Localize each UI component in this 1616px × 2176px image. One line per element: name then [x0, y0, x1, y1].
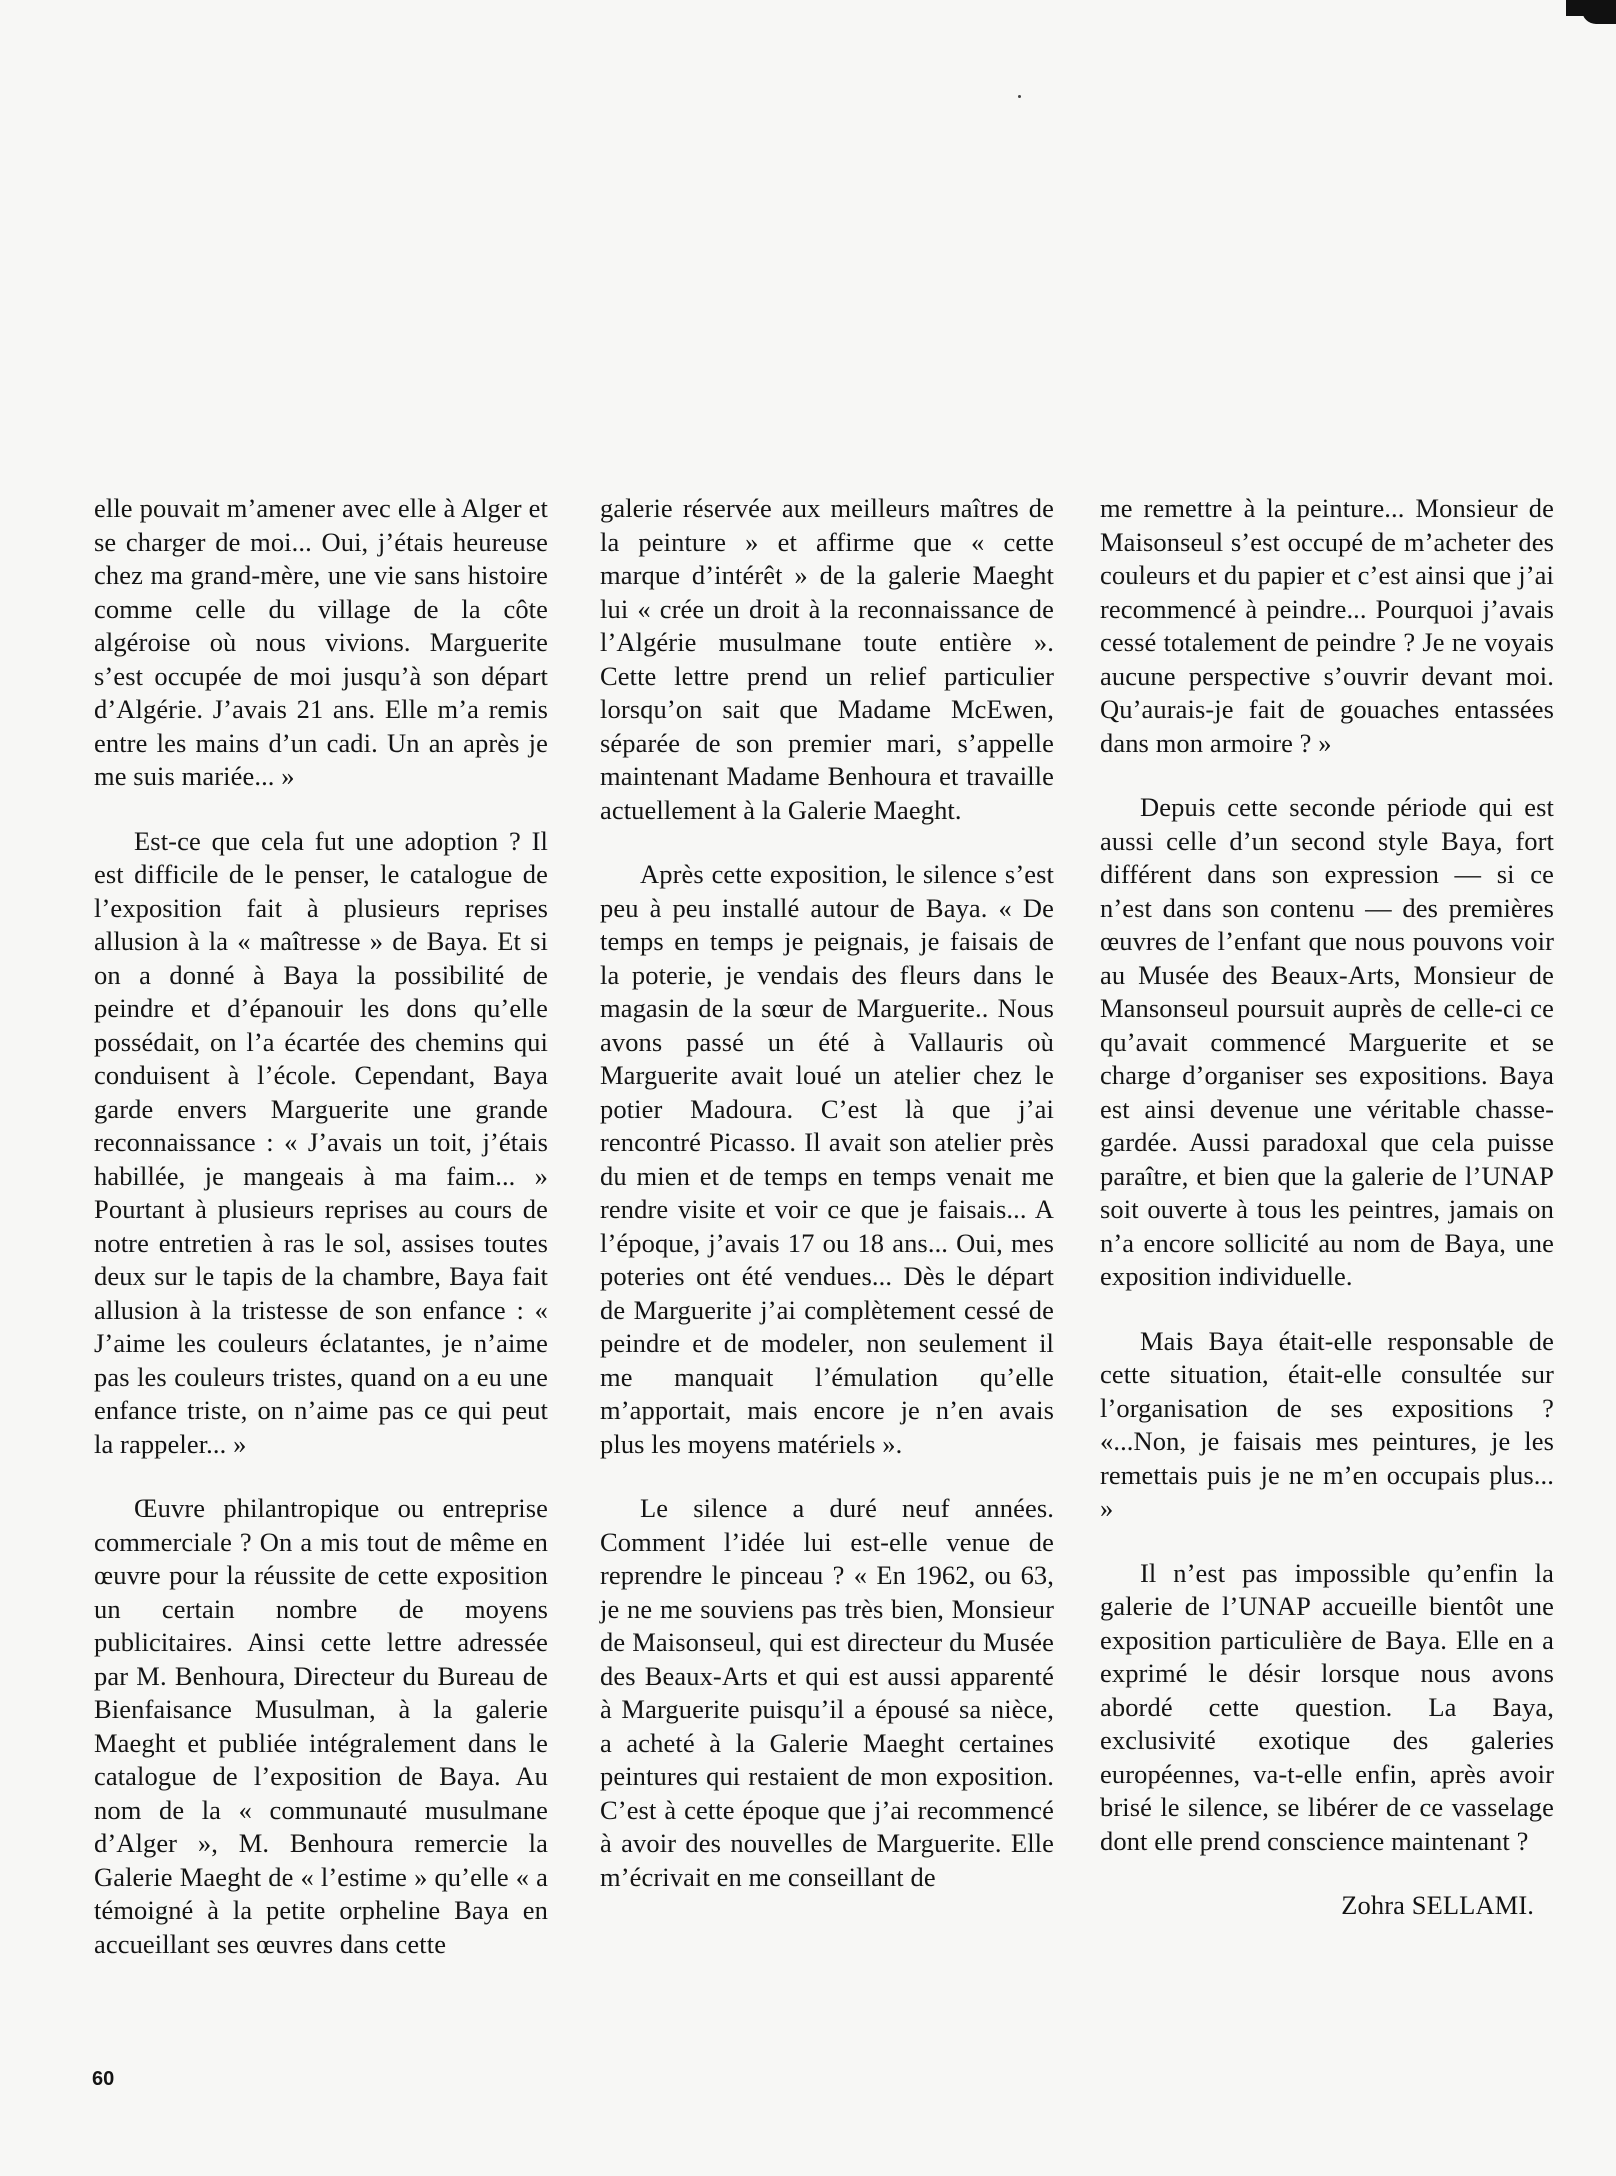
paragraph: Mais Baya était-elle responsable de cette situation, était-elle consultée sur l’organisation de ses expositions ? «...Non, je faisais mes peintures, je les remettais puis je ne m’en occupais plus... »	[1100, 1325, 1554, 1523]
paragraph: Depuis cette seconde période qui est aussi celle d’un second style Baya, fort différent dans son expression — si ce n’est dans son contenu — des premières œuvres de l’enfant que nous pouvons voir au Musée des Beaux-Arts, Monsieur de Mansonseul poursuit auprès de celle-ci ce qu’avait commencé Marguerite et se charge d’organiser ses expositions. Baya est ainsi devenue une véritable chasse-gardée. Aussi paradoxal que cela puisse paraître, et bien que la galerie de l’UNAP soit ouverte à tous les peintres, jamais on n’a encore sollicité au nom de Baya, une exposition individuelle.	[1100, 792, 1554, 1291]
paragraph: Il n’est pas impossible qu’enfin la galerie de l’UNAP accueille bientôt une exposition particulière de Baya. Elle en a exprimé le désir lorsque nous avons abordé cette question. La Baya, exclusivité exotique des galeries européennes, va-t-elle enfin, après avoir brisé le silence, se libérer de ce vasselage dont elle prend conscience maintenant ?	[1100, 1557, 1554, 1856]
page-number: 60	[92, 2068, 115, 2090]
paragraph: me remettre à la peinture... Monsieur de Maisonseul s’est occupé de m’acheter des couleurs et du papier et c’est ainsi que j’ai recommencé à peindre... Pourquoi j’avais cessé totalement de peindre ? Je ne voyais aucune perspective s’ouvrir devant moi. Qu’aurais-je fait de gouaches entassées dans mon armoire ? »	[1100, 493, 1554, 758]
paragraph: galerie réservée aux meilleurs maîtres de la peinture » et affirme que « cette marque d’intérêt » de la galerie Maeght lui « crée un droit à la reconnaissance de l’Algérie musulmane toute entière ». Cette lettre prend un relief particulier lorsqu’on sait que Madame McEwen, séparée de son premier mari, s’appelle maintenant Madame Benhoura et travaille actuellement à la Galerie Maeght.	[600, 493, 1054, 825]
paragraph: Œuvre philantropique ou entreprise commerciale ? On a mis tout de même en œuvre pour la réussite de cette exposition un certain nombre de moyens publicitaires. Ainsi cette lettre adressée par M. Benhoura, Directeur du Bureau de Bienfaisance Musulman, à la galerie Maeght et publiée intégralement dans le catalogue de l’exposition de Baya. Au nom de la « communauté musulmane d’Alger », M. Benhoura remercie la Galerie Maeght de « l’estime » qu’elle « a témoigné à la petite orpheline Baya en accueillant ses œuvres dans cette	[94, 1493, 548, 1959]
paragraph: elle pouvait m’amener avec elle à Alger et se charger de moi... Oui, j’étais heureuse chez ma grand-mère, une vie sans histoire comme celle du village de la côte algéroise où nous vivions. Marguerite s’est occupée de moi jusqu’à son départ d’Algérie. J’avais 21 ans. Elle m’a remis entre les mains d’un cadi. Un an après je me suis mariée... »	[94, 493, 548, 791]
article-column-1	[94, 492, 548, 1992]
scan-corner-mark	[1566, 0, 1616, 16]
paragraph: Le silence a duré neuf années. Comment l’idée lui est-elle venue de reprendre le pinceau ? « En 1962, ou 63, je ne me souviens pas très bien, Monsieur de Maisonseul, qui est directeur du Musée des Beaux-Arts et qui est aussi apparenté à Marguerite puisqu’il a épousé sa nièce, a acheté à la Galerie Maeght certaines peintures qui restaient de mon exposition. C’est à cette époque que j’ai recommencé à avoir des nouvelles de Marguerite. Elle m’écrivait en me conseillant de	[600, 1493, 1054, 1892]
paragraph: Est-ce que cela fut une adoption ? Il est difficile de le penser, le catalogue de l’exposition fait à plusieurs reprises allusion à la « maîtresse » de Baya. Et si on a donné à Baya la possibilité de peindre et d’épanouir les dons qu’elle possédait, on l’a écartée des chemins qui conduisent à l’école. Cependant, Baya garde envers Marguerite une grande reconnaissance : « J’avais un toit, j’étais habillée, je mangeais à ma faim... » Pourtant à plusieurs reprises au cours de notre entretien à ras le sol, assises toutes deux sur le tapis de la chambre, Baya fait allusion à la tristesse de son enfance : « J’aime les couleurs éclatantes, je n’aime pas les couleurs tristes, quand on a eu une enfance triste, on n’aime pas ce qui peut la rappeler... »	[94, 825, 548, 1459]
article-column-3	[1100, 492, 1554, 1923]
scan-speck	[1018, 95, 1021, 98]
article-column-2	[600, 492, 1054, 1925]
paragraph: Après cette exposition, le silence s’est peu à peu installé autour de Baya. « De temps en temps je peignais, je faisais de la poterie, je vendais des fleurs dans le magasin de la sœur de Marguerite.. Nous avons passé un été à Vallauris où Marguerite avait loué un atelier chez le potier Madoura. C’est là que j’ai rencontré Picasso. Il avait son atelier près du mien et de temps en temps venait me rendre visite et voir ce que je faisais... A l’époque, j’avais 17 ou 18 ans... Oui, mes poteries ont été vendues... Dès le départ de Marguerite j’ai complètement cessé de peindre et de modeler, non seulement il me manquait l’émulation qu’elle m’apportait, mais encore je n’en avais plus les moyens matériels ».	[600, 859, 1054, 1459]
author-signature: Zohra SELLAMI.	[1341, 1890, 1534, 1920]
